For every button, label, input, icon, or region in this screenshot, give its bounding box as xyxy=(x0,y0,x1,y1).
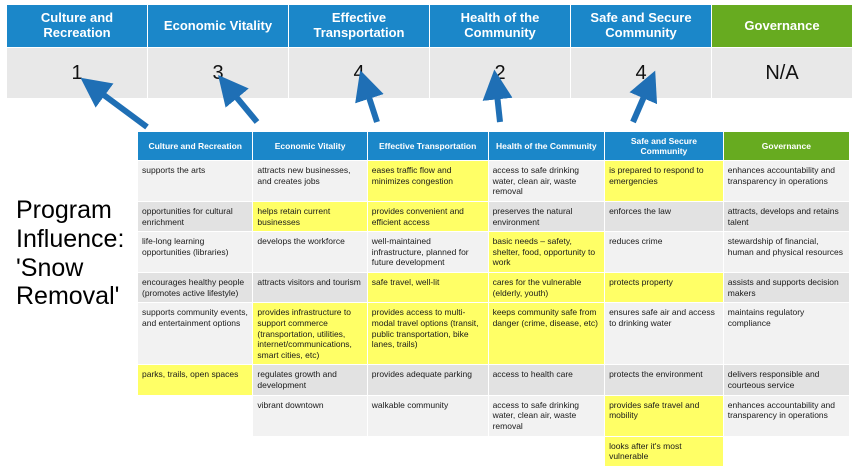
matrix-cell xyxy=(367,436,488,466)
matrix-cell: eases traffic flow and minimizes congestion xyxy=(367,161,488,202)
matrix-cell: parks, trails, open spaces xyxy=(138,365,253,395)
summary-header-governance: Governance xyxy=(712,5,853,48)
matrix-row xyxy=(138,303,850,365)
matrix-cell: provides access to multi-modal travel options (transit, public transportation, bike lanes, trails) xyxy=(367,303,488,365)
matrix-cell: maintains regulatory compliance xyxy=(723,303,849,365)
summary-value-effective-transportation: 4 xyxy=(289,48,430,99)
matrix-cell: safe travel, well-lit xyxy=(367,273,488,303)
matrix-cell: walkable community xyxy=(367,395,488,436)
matrix-cell xyxy=(488,436,605,466)
summary-header-health-of-the-community: Health of the Community xyxy=(430,5,571,48)
matrix-body xyxy=(138,161,850,467)
matrix-cell: attracts new businesses, and creates jobs xyxy=(253,161,367,202)
summary-value-economic-vitality: 3 xyxy=(148,48,289,99)
matrix-cell: enforces the law xyxy=(605,201,724,231)
matrix-cell: protects property xyxy=(605,273,724,303)
matrix-cell: well-maintained infrastructure, planned for future development xyxy=(367,232,488,273)
summary-value-culture-and-recreation: 1 xyxy=(7,48,148,99)
matrix-header-safe-and-secure-community: Safe and Secure Community xyxy=(605,132,724,161)
matrix-cell: supports the arts xyxy=(138,161,253,202)
matrix-cell: develops the workforce xyxy=(253,232,367,273)
summary-header-safe-and-secure-community: Safe and Secure Community xyxy=(571,5,712,48)
priority-summary-table xyxy=(6,4,853,99)
summary-value-row xyxy=(7,48,853,99)
matrix-cell xyxy=(253,436,367,466)
matrix-cell: attracts, develops and retains talent xyxy=(723,201,849,231)
matrix-cell: life-long learning opportunities (libraries) xyxy=(138,232,253,273)
matrix-cell xyxy=(723,436,849,466)
summary-value-health-of-the-community: 2 xyxy=(430,48,571,99)
matrix-row xyxy=(138,273,850,303)
matrix-cell: access to safe drinking water, clean air, waste removal xyxy=(488,395,605,436)
matrix-row xyxy=(138,161,850,202)
summary-header-row xyxy=(7,5,853,48)
matrix-cell: delivers responsible and courteous service xyxy=(723,365,849,395)
matrix-cell: encourages healthy people (promotes active lifestyle) xyxy=(138,273,253,303)
matrix-header-governance: Governance xyxy=(723,132,849,161)
summary-value-safe-and-secure-community: 4 xyxy=(571,48,712,99)
matrix-cell: ensures safe air and access to drinking water xyxy=(605,303,724,365)
matrix-cell: helps retain current businesses xyxy=(253,201,367,231)
matrix-cell: keeps community safe from danger (crime, disease, etc) xyxy=(488,303,605,365)
matrix-cell: provides convenient and efficient access xyxy=(367,201,488,231)
matrix-cell: protects the environment xyxy=(605,365,724,395)
matrix-header-effective-transportation: Effective Transportation xyxy=(367,132,488,161)
summary-header-effective-transportation: Effective Transportation xyxy=(289,5,430,48)
matrix-cell: basic needs – safety, shelter, food, opportunity to work xyxy=(488,232,605,273)
matrix-cell: attracts visitors and tourism xyxy=(253,273,367,303)
matrix-row xyxy=(138,395,850,436)
matrix-row xyxy=(138,201,850,231)
matrix-cell: supports community events, and entertainment options xyxy=(138,303,253,365)
matrix-cell: vibrant downtown xyxy=(253,395,367,436)
matrix-cell: access to health care xyxy=(488,365,605,395)
matrix-header-row xyxy=(138,132,850,161)
matrix-cell: enhances accountability and transparency in operations xyxy=(723,395,849,436)
program-influence-caption: Program Influence: 'Snow Removal' xyxy=(16,196,125,311)
summary-value-governance: N/A xyxy=(712,48,853,99)
matrix-header-economic-vitality: Economic Vitality xyxy=(253,132,367,161)
matrix-header-culture-and-recreation: Culture and Recreation xyxy=(138,132,253,161)
matrix-cell: looks after it's most vulnerable xyxy=(605,436,724,466)
matrix-cell: opportunities for cultural enrichment xyxy=(138,201,253,231)
matrix-row xyxy=(138,436,850,466)
matrix-cell xyxy=(138,436,253,466)
matrix-cell: reduces crime xyxy=(605,232,724,273)
matrix-cell: enhances accountability and transparency in operations xyxy=(723,161,849,202)
matrix-header-health-of-the-community: Health of the Community xyxy=(488,132,605,161)
matrix-row xyxy=(138,365,850,395)
matrix-cell: is prepared to respond to emergencies xyxy=(605,161,724,202)
matrix-cell: assists and supports decision makers xyxy=(723,273,849,303)
summary-header-culture-and-recreation: Culture and Recreation xyxy=(7,5,148,48)
matrix-cell: provides safe travel and mobility xyxy=(605,395,724,436)
matrix-cell: provides infrastructure to support commerce (transportation, utilities, internet/communications, smart cities, etc) xyxy=(253,303,367,365)
summary-header-economic-vitality: Economic Vitality xyxy=(148,5,289,48)
matrix-cell: provides adequate parking xyxy=(367,365,488,395)
matrix-row xyxy=(138,232,850,273)
matrix-cell xyxy=(138,395,253,436)
matrix-cell: regulates growth and development xyxy=(253,365,367,395)
matrix-cell: preserves the natural environment xyxy=(488,201,605,231)
matrix-cell: cares for the vulnerable (elderly, youth) xyxy=(488,273,605,303)
matrix-cell: access to safe drinking water, clean air, waste removal xyxy=(488,161,605,202)
matrix-cell: stewardship of financial, human and physical resources xyxy=(723,232,849,273)
priority-attributes-matrix xyxy=(137,131,850,467)
